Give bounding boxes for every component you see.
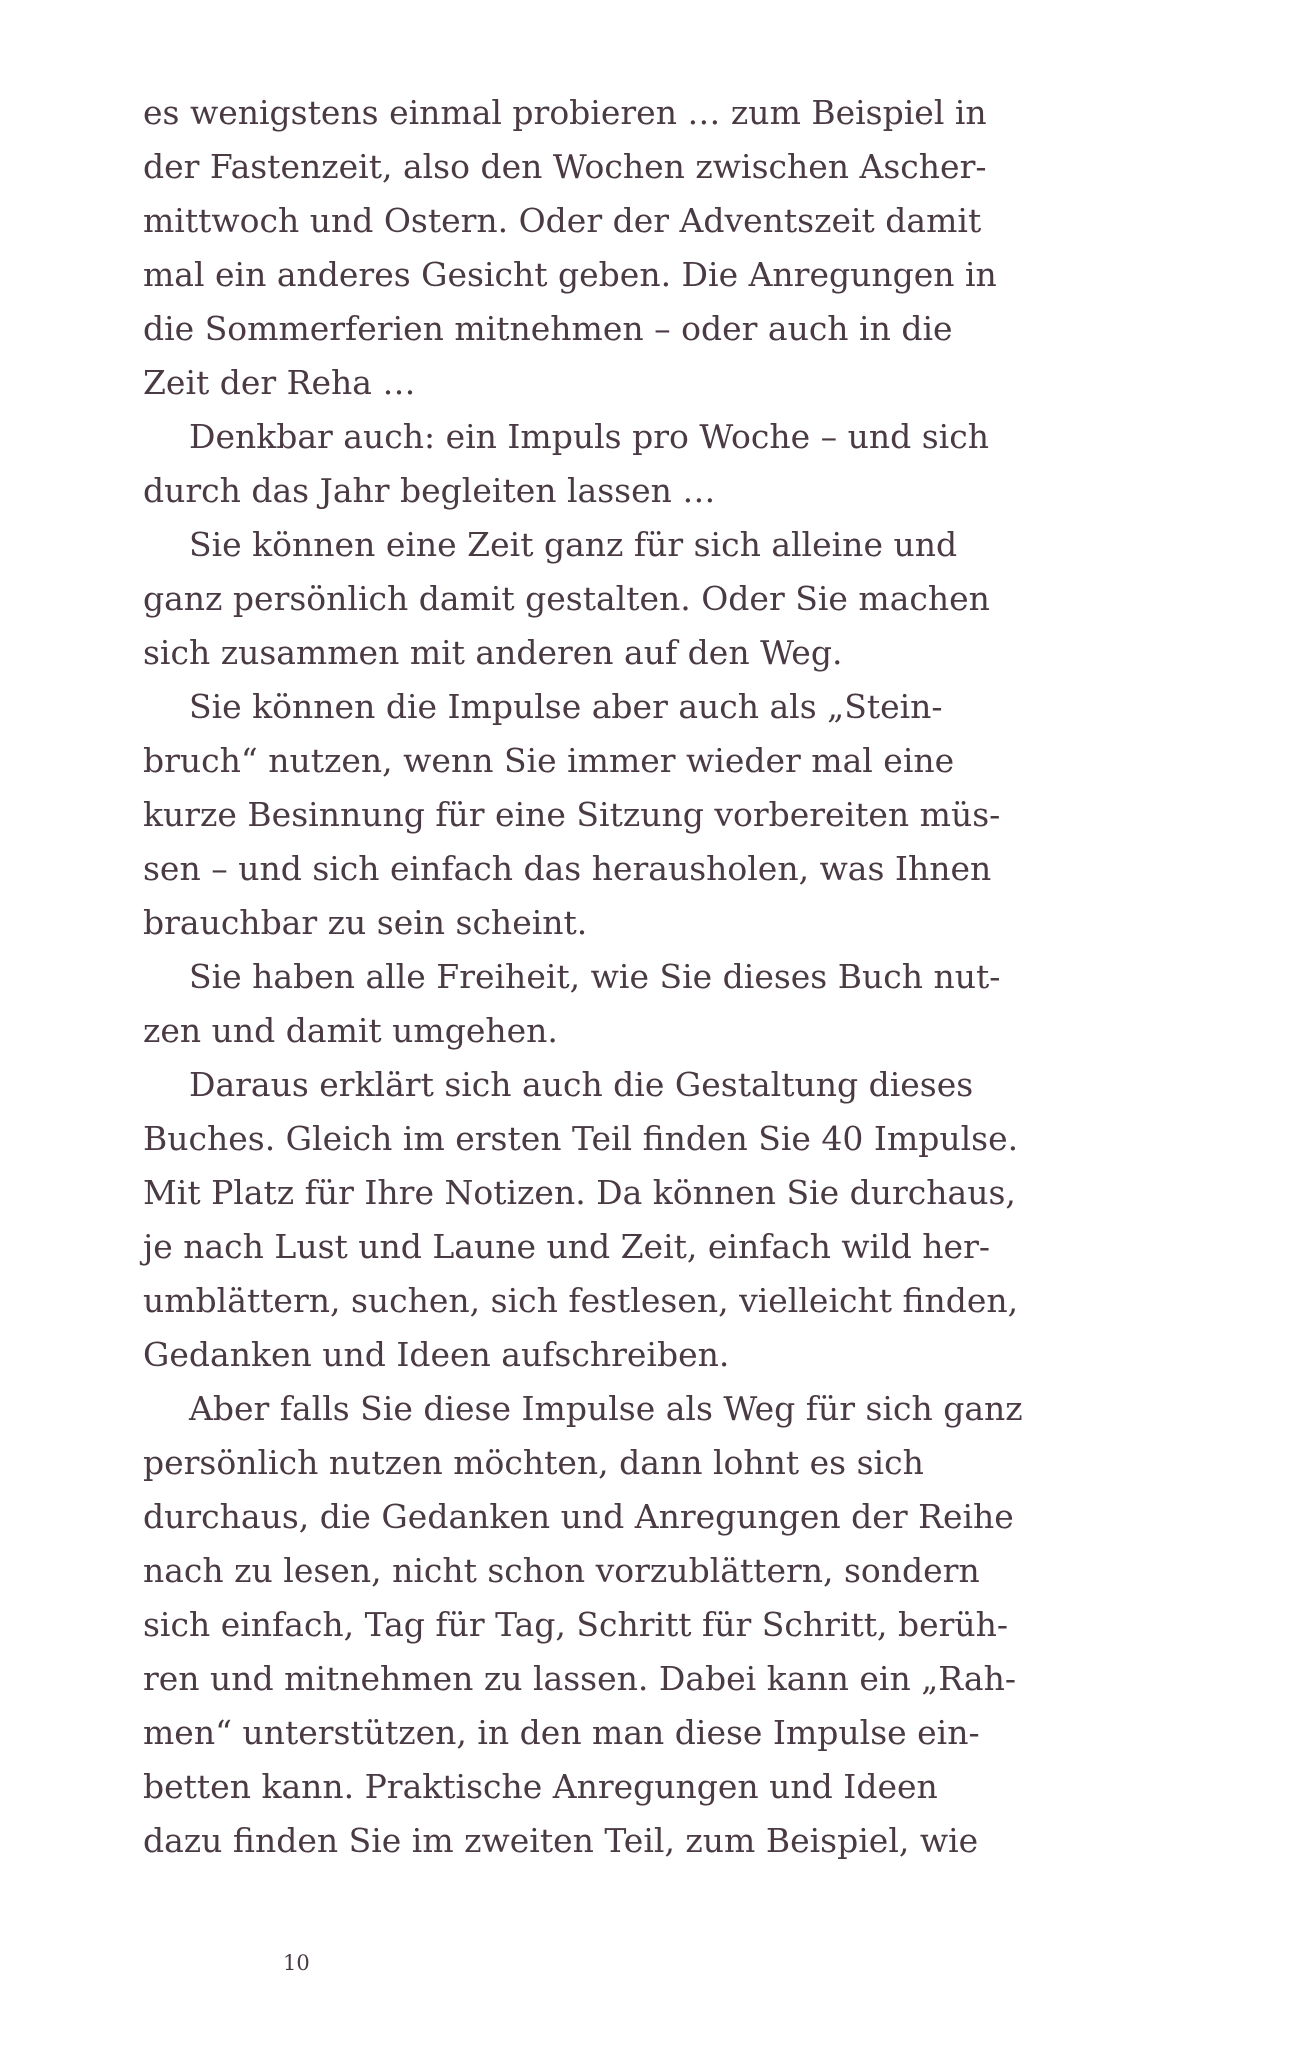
text-line: nach zu lesen, nicht schon vorzublättern, sondern <box>143 1551 980 1590</box>
text-line: mal ein anderes Gesicht geben. Die Anregungen in <box>143 255 997 294</box>
text-line: bruch“ nutzen, wenn Sie immer wieder mal eine <box>143 741 955 780</box>
text-line: men“ unterstützen, in den man diese Impulse ein- <box>143 1713 980 1752</box>
text-line: durchaus, die Gedanken und Anregungen der Reihe <box>143 1497 1014 1536</box>
text-line: dazu finden Sie im zweiten Teil, zum Beispiel, wie <box>143 1821 979 1860</box>
text-line: ganz persönlich damit gestalten. Oder Sie machen <box>143 579 990 618</box>
text-line: Sie haben alle Freiheit, wie Sie dieses Buch nut- <box>189 957 1001 996</box>
text-line: Zeit der Reha … <box>143 363 416 402</box>
text-line: der Fastenzeit, also den Wochen zwischen Ascher- <box>143 147 987 186</box>
text-line: es wenigstens einmal probieren … zum Beispiel in <box>143 93 987 132</box>
page-number: 10 <box>283 1951 310 1975</box>
text-line: sich zusammen mit anderen auf den Weg. <box>143 633 843 672</box>
text-line: durch das Jahr begleiten lassen … <box>143 471 716 510</box>
text-line: sen – und sich einfach das herausholen, was Ihnen <box>143 849 992 888</box>
text-line: Sie können eine Zeit ganz für sich alleine und <box>189 525 958 564</box>
text-line: umblättern, suchen, sich festlesen, vielleicht finden, <box>143 1281 1019 1320</box>
text-line: Sie können die Impulse aber auch als „Stein- <box>189 687 943 726</box>
text-line: Daraus erklärt sich auch die Gestaltung dieses <box>189 1065 974 1104</box>
text-line: Buches. Gleich im ersten Teil finden Sie 40 Impulse. <box>143 1119 1019 1158</box>
text-line: Gedanken und Ideen aufschreiben. <box>143 1335 730 1374</box>
text-line: Aber falls Sie diese Impulse als Weg für sich ganz <box>189 1389 1023 1428</box>
text-line: kurze Besinnung für eine Sitzung vorbereiten müs- <box>143 795 1001 834</box>
text-line: die Sommerferien mitnehmen – oder auch in die <box>143 309 953 348</box>
text-line: Denkbar auch: ein Impuls pro Woche – und sich <box>189 417 989 456</box>
text-line: brauchbar zu sein scheint. <box>143 903 588 942</box>
text-line: ren und mitnehmen zu lassen. Dabei kann ein „Rah- <box>143 1659 1016 1698</box>
text-line: mittwoch und Ostern. Oder der Adventszeit damit <box>143 201 982 240</box>
text-line: persönlich nutzen möchten, dann lohnt es sich <box>143 1443 924 1482</box>
text-line: zen und damit umgehen. <box>143 1011 558 1050</box>
text-line: sich einfach, Tag für Tag, Schritt für Schritt, berüh- <box>143 1605 1009 1644</box>
body-text <box>143 86 1103 1868</box>
text-line: Mit Platz für Ihre Notizen. Da können Sie durchaus, <box>143 1173 1016 1212</box>
text-line: je nach Lust und Laune und Zeit, einfach wild her- <box>143 1227 990 1266</box>
text-line: betten kann. Praktische Anregungen und Ideen <box>143 1767 938 1806</box>
